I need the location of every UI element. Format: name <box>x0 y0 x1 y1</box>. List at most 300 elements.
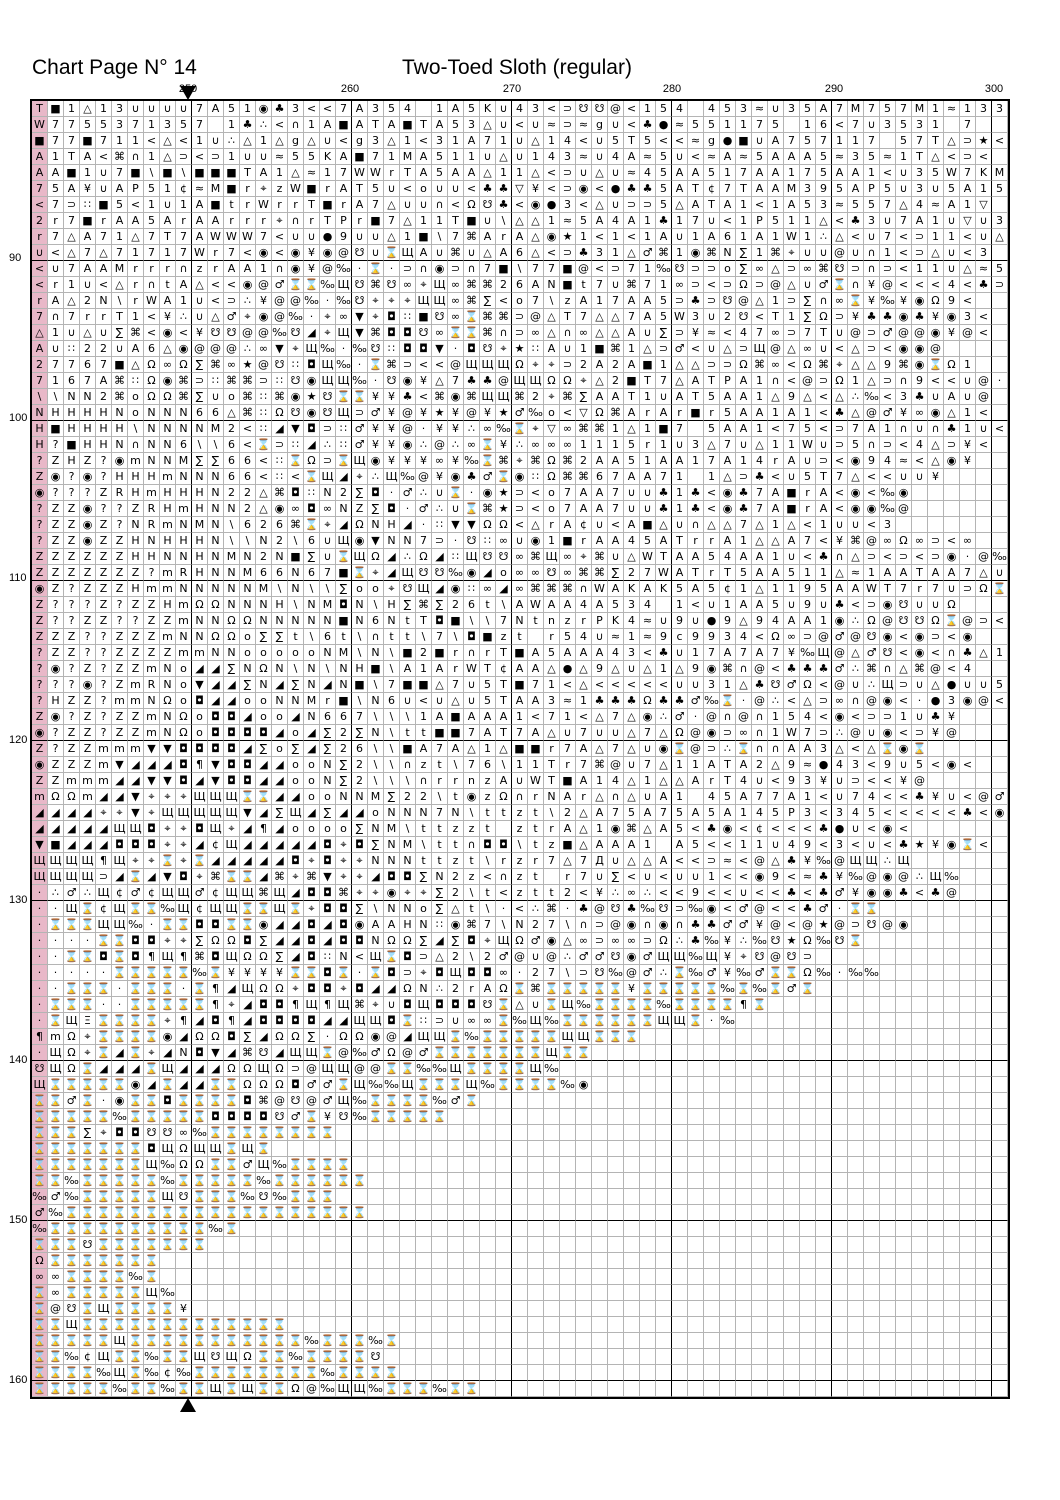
stitch-cell: △ <box>80 101 96 117</box>
stitch-cell: · <box>144 917 160 933</box>
stitch-cell: ⊃ <box>960 149 976 165</box>
stitch-cell: ‰ <box>320 1365 336 1381</box>
stitch-cell: ◘ <box>112 1125 128 1141</box>
stitch-cell: Ω <box>736 277 752 293</box>
stitch-cell: ∑ <box>288 741 304 757</box>
stitch-cell: Ω <box>192 1157 208 1173</box>
stitch-cell: ¥ <box>816 773 832 789</box>
stitch-cell: ⌘ <box>240 389 256 405</box>
stitch-cell: ♣ <box>896 837 912 853</box>
stitch-cell: 1 <box>608 229 624 245</box>
stitch-cell: < <box>768 885 784 901</box>
stitch-cell: ∴ <box>720 741 736 757</box>
stitch-cell: @ <box>320 261 336 277</box>
stitch-cell: Щ <box>336 533 352 549</box>
stitch-cell: · <box>304 309 320 325</box>
row-label-90: 90 <box>9 252 21 264</box>
stitch-cell: ∩ <box>560 325 576 341</box>
stitch-cell: Щ <box>224 901 240 917</box>
stitch-cell: ▼ <box>32 837 48 853</box>
stitch-cell: t <box>496 805 512 821</box>
stitch-cell: @ <box>912 325 928 341</box>
stitch-cell: ⌖ <box>304 853 320 869</box>
stitch-cell: 7 <box>80 245 96 261</box>
stitch-cell: · <box>384 261 400 277</box>
stitch-cell: Z <box>96 597 112 613</box>
stitch-cell: ¶ <box>736 997 752 1013</box>
stitch-cell: ◘ <box>320 965 336 981</box>
stitch-cell: N <box>288 581 304 597</box>
stitch-cell: ◘ <box>304 885 320 901</box>
stitch-cell: ⌖ <box>160 821 176 837</box>
stitch-cell <box>992 389 1008 405</box>
stitch-cell: 3 <box>560 149 576 165</box>
stitch-cell: 3 <box>736 101 752 117</box>
stitch-cell: ⌛ <box>96 1317 112 1333</box>
stitch-cell: A <box>688 549 704 565</box>
stitch-cell: ◘ <box>400 949 416 965</box>
stitch-cell: \ <box>384 645 400 661</box>
stitch-cell: · <box>992 373 1008 389</box>
stitch-cell: Щ <box>816 645 832 661</box>
stitch-cell: ‰ <box>512 1013 528 1029</box>
stitch-cell: · <box>96 965 112 981</box>
stitch-cell: ⊃ <box>688 277 704 293</box>
stitch-cell: A <box>592 501 608 517</box>
stitch-cell: ? <box>64 709 80 725</box>
stitch-cell: < <box>96 149 112 165</box>
stitch-cell: ∪ <box>896 181 912 197</box>
stitch-cell: ◘ <box>144 821 160 837</box>
stitch-cell: 3 <box>784 101 800 117</box>
stitch-cell: ∷ <box>304 485 320 501</box>
stitch-cell: 7 <box>864 101 880 117</box>
stitch-cell: A <box>544 597 560 613</box>
stitch-cell: ♣ <box>736 501 752 517</box>
stitch-cell: ⌛ <box>304 1173 320 1189</box>
stitch-cell: ◘ <box>384 309 400 325</box>
stitch-cell: ⌖ <box>144 1045 160 1061</box>
stitch-cell: Z <box>48 645 64 661</box>
stitch-cell: ⌛ <box>384 245 400 261</box>
stitch-cell: 6 <box>304 565 320 581</box>
stitch-cell: < <box>992 693 1008 709</box>
stitch-cell: ⌛ <box>496 469 512 485</box>
stitch-cell: ≈ <box>704 325 720 341</box>
stitch-cell: m <box>176 501 192 517</box>
stitch-cell: ♂ <box>304 1077 320 1093</box>
stitch-cell: ? <box>48 725 64 741</box>
stitch-cell: A <box>576 773 592 789</box>
stitch-cell: ? <box>32 677 48 693</box>
stitch-cell: 7 <box>416 533 432 549</box>
stitch-cell: ◢ <box>432 549 448 565</box>
stitch-cell: ⊃ <box>704 293 720 309</box>
stitch-cell: ★ <box>432 405 448 421</box>
stitch-cell: < <box>96 277 112 293</box>
stitch-cell: ♣ <box>400 389 416 405</box>
stitch-cell: N <box>144 533 160 549</box>
stitch-cell: Ω <box>768 629 784 645</box>
stitch-cell: 5 <box>816 165 832 181</box>
stitch-cell: 5 <box>464 101 480 117</box>
stitch-cell: ∑ <box>336 773 352 789</box>
stitch-cell: ⌛ <box>336 1349 352 1365</box>
stitch-cell: ∞ <box>560 421 576 437</box>
stitch-cell: 1 <box>960 197 976 213</box>
stitch-cell: r <box>208 245 224 261</box>
stitch-cell: m <box>144 485 160 501</box>
stitch-cell: ¥ <box>960 453 976 469</box>
stitch-cell: 5 <box>672 805 688 821</box>
stitch-cell: 1 <box>544 133 560 149</box>
stitch-cell: A <box>576 645 592 661</box>
stitch-cell: ♣ <box>624 901 640 917</box>
stitch-cell: ■ <box>288 549 304 565</box>
stitch-cell: \ <box>240 533 256 549</box>
stitch-cell: ∑ <box>320 741 336 757</box>
stitch-cell: ◢ <box>192 1061 208 1077</box>
stitch-cell: ⌛ <box>208 965 224 981</box>
stitch-cell: ⌘ <box>336 885 352 901</box>
stitch-cell: ⌛ <box>720 693 736 709</box>
stitch-cell: ■ <box>400 677 416 693</box>
stitch-cell: ⌛ <box>464 1093 480 1109</box>
stitch-cell: Щ <box>336 277 352 293</box>
stitch-cell: ■ <box>432 645 448 661</box>
stitch-cell: ◢ <box>240 821 256 837</box>
stitch-cell: N <box>400 853 416 869</box>
stitch-cell: ∑ <box>320 725 336 741</box>
stitch-cell: ⌘ <box>896 357 912 373</box>
stitch-cell: 1 <box>656 357 672 373</box>
stitch-cell: ? <box>48 613 64 629</box>
stitch-cell: t <box>480 821 496 837</box>
stitch-cell: ⌛ <box>240 1317 256 1333</box>
stitch-cell: ⌛ <box>672 997 688 1013</box>
stitch-cell: A <box>672 837 688 853</box>
stitch-cell: 7 <box>112 165 128 181</box>
stitch-cell: P <box>864 181 880 197</box>
stitch-cell: 9 <box>688 661 704 677</box>
stitch-cell: ∪ <box>928 389 944 405</box>
stitch-cell: Щ <box>656 949 672 965</box>
stitch-cell: ♣ <box>704 917 720 933</box>
stitch-cell: ⌛ <box>128 1365 144 1381</box>
stitch-cell: ‰ <box>800 645 816 661</box>
stitch-cell: A <box>32 165 48 181</box>
stitch-cell: 1 <box>800 229 816 245</box>
stitch-cell: ∩ <box>128 149 144 165</box>
stitch-cell: ∷ <box>256 405 272 421</box>
stitch-cell: A <box>672 549 688 565</box>
stitch-cell: ∑ <box>416 869 432 885</box>
stitch-cell: ∷ <box>336 421 352 437</box>
stitch-cell: ♂ <box>288 1109 304 1125</box>
stitch-cell: Щ <box>240 1141 256 1157</box>
stitch-cell: ◢ <box>384 981 400 997</box>
stitch-cell: 1 <box>736 837 752 853</box>
stitch-cell: 2 <box>560 885 576 901</box>
stitch-cell: < <box>496 293 512 309</box>
stitch-cell: ≈ <box>640 149 656 165</box>
stitch-cell: ∑ <box>192 453 208 469</box>
stitch-cell: ¶ <box>320 997 336 1013</box>
stitch-cell: ∑ <box>576 389 592 405</box>
stitch-cell: ♣ <box>688 293 704 309</box>
stitch-cell: ‰ <box>608 965 624 981</box>
stitch-cell: Щ <box>432 293 448 309</box>
stitch-cell: ∩ <box>752 709 768 725</box>
stitch-cell: A <box>784 533 800 549</box>
stitch-cell: r <box>496 229 512 245</box>
stitch-cell: ∪ <box>864 837 880 853</box>
stitch-cell: 7 <box>48 197 64 213</box>
stitch-cell: ⊃ <box>320 421 336 437</box>
stitch-cell: A <box>784 405 800 421</box>
stitch-cell: ∞ <box>912 533 928 549</box>
stitch-cell: 1 <box>896 149 912 165</box>
stitch-cell: N <box>368 693 384 709</box>
stitch-cell: N <box>112 437 128 453</box>
stitch-cell: < <box>656 133 672 149</box>
stitch-cell: ¢ <box>720 581 736 597</box>
stitch-cell: ♣ <box>784 661 800 677</box>
stitch-cell: ♂ <box>864 645 880 661</box>
stitch-cell <box>992 245 1008 261</box>
stitch-cell: ∑ <box>256 629 272 645</box>
stitch-cell: 3 <box>112 101 128 117</box>
stitch-cell: N <box>192 629 208 645</box>
stitch-cell: ∞ <box>160 357 176 373</box>
stitch-cell: ⌛ <box>304 1205 320 1221</box>
stitch-cell: ◉ <box>528 533 544 549</box>
stitch-cell: 1 <box>512 757 528 773</box>
stitch-cell: < <box>864 485 880 501</box>
stitch-cell: ⌘ <box>816 357 832 373</box>
stitch-cell: ∪ <box>176 101 192 117</box>
stitch-cell: 5 <box>880 181 896 197</box>
stitch-cell: ◢ <box>208 661 224 677</box>
stitch-cell: ⌛ <box>64 1269 80 1285</box>
stitch-cell: ∴ <box>432 981 448 997</box>
stitch-cell: ⌛ <box>112 1157 128 1173</box>
stitch-cell: ∑ <box>336 581 352 597</box>
stitch-cell: t <box>384 629 400 645</box>
stitch-cell: ¥ <box>784 645 800 661</box>
stitch-cell: R <box>112 485 128 501</box>
stitch-cell: ≈ <box>880 149 896 165</box>
stitch-cell: ⌛ <box>624 1013 640 1029</box>
stitch-cell: Ω <box>144 373 160 389</box>
stitch-cell: 7 <box>336 101 352 117</box>
stitch-cell: m <box>160 517 176 533</box>
stitch-cell: ? <box>80 629 96 645</box>
stitch-cell: 2 <box>576 357 592 373</box>
stitch-cell: · <box>560 901 576 917</box>
stitch-cell: ⌛ <box>992 581 1008 597</box>
stitch-cell: \ <box>384 773 400 789</box>
stitch-cell: △ <box>512 213 528 229</box>
stitch-cell: A <box>784 453 800 469</box>
stitch-cell: ‰ <box>656 261 672 277</box>
stitch-cell: < <box>784 357 800 373</box>
stitch-cell: △ <box>656 725 672 741</box>
stitch-cell: 1 <box>800 117 816 133</box>
stitch-cell: ⌖ <box>288 981 304 997</box>
stitch-cell: △ <box>432 677 448 693</box>
stitch-cell: ∪ <box>160 197 176 213</box>
stitch-cell: △ <box>672 197 688 213</box>
stitch-cell: ? <box>32 517 48 533</box>
stitch-cell: ⌛ <box>672 981 688 997</box>
stitch-cell: Ω <box>272 1077 288 1093</box>
stitch-cell: ⌛ <box>608 1029 624 1045</box>
stitch-cell <box>992 405 1008 421</box>
stitch-cell: 1 <box>272 165 288 181</box>
stitch-cell: ■ <box>624 373 640 389</box>
stitch-cell: △ <box>704 437 720 453</box>
stitch-cell: @ <box>880 277 896 293</box>
stitch-cell: ‰ <box>720 981 736 997</box>
stitch-cell: △ <box>688 357 704 373</box>
stitch-cell: 7 <box>352 709 368 725</box>
stitch-cell: ‰ <box>544 1061 560 1077</box>
stitch-cell: ∷ <box>528 341 544 357</box>
stitch-cell: ◘ <box>304 981 320 997</box>
stitch-cell: ◘ <box>240 725 256 741</box>
stitch-cell: 1 <box>672 597 688 613</box>
stitch-cell <box>992 149 1008 165</box>
stitch-cell: H <box>128 549 144 565</box>
stitch-cell: ☋ <box>864 917 880 933</box>
stitch-cell: ∪ <box>848 517 864 533</box>
stitch-cell: ☋ <box>384 277 400 293</box>
stitch-cell: ◢ <box>368 981 384 997</box>
stitch-cell: ▼ <box>144 741 160 757</box>
stitch-cell: ∞ <box>576 325 592 341</box>
stitch-cell: ¶ <box>176 1013 192 1029</box>
stitch-cell: 5 <box>848 197 864 213</box>
stitch-cell: ∪ <box>416 197 432 213</box>
stitch-cell: A <box>224 261 240 277</box>
stitch-cell: ♣ <box>752 469 768 485</box>
stitch-cell: ⌘ <box>272 389 288 405</box>
stitch-cell: ⌛ <box>32 1125 48 1141</box>
stitch-cell: ¥ <box>256 293 272 309</box>
stitch-cell: < <box>464 181 480 197</box>
stitch-cell: ¥ <box>400 453 416 469</box>
stitch-cell: N <box>176 629 192 645</box>
stitch-cell: o <box>272 709 288 725</box>
stitch-cell: A <box>848 165 864 181</box>
stitch-cell: Щ <box>368 1013 384 1029</box>
stitch-cell: ⌛ <box>144 1317 160 1333</box>
stitch-cell: ♂ <box>720 917 736 933</box>
stitch-cell: Ω <box>224 1061 240 1077</box>
stitch-cell: < <box>816 789 832 805</box>
stitch-cell: ∑ <box>192 389 208 405</box>
stitch-cell: < <box>544 101 560 117</box>
column-label-300: 300 <box>985 83 1003 95</box>
stitch-cell: ¥ <box>528 181 544 197</box>
stitch-cell: N <box>304 709 320 725</box>
stitch-cell: ◢ <box>32 821 48 837</box>
stitch-cell: ◢ <box>272 917 288 933</box>
stitch-cell: ■ <box>640 357 656 373</box>
stitch-cell: ⌛ <box>224 1141 240 1157</box>
stitch-cell: ☋ <box>736 309 752 325</box>
stitch-cell: N <box>160 549 176 565</box>
stitch-cell: 1 <box>48 149 64 165</box>
stitch-cell: ⊃ <box>432 533 448 549</box>
stitch-cell: @ <box>880 917 896 933</box>
stitch-cell: Щ <box>336 1093 352 1109</box>
stitch-cell: ∩ <box>880 661 896 677</box>
stitch-cell: t <box>432 757 448 773</box>
stitch-cell: ◘ <box>208 725 224 741</box>
stitch-cell: r <box>704 533 720 549</box>
stitch-cell: ◘ <box>320 981 336 997</box>
stitch-cell: ⌛ <box>208 1189 224 1205</box>
stitch-cell: < <box>512 117 528 133</box>
stitch-cell: 4 <box>800 709 816 725</box>
stitch-cell: ⌛ <box>80 917 96 933</box>
stitch-cell: 3 <box>864 213 880 229</box>
stitch-cell: 6 <box>224 453 240 469</box>
stitch-cell: ♣ <box>688 933 704 949</box>
stitch-cell: 1 <box>752 421 768 437</box>
stitch-cell: @ <box>928 341 944 357</box>
stitch-cell: T <box>688 565 704 581</box>
stitch-cell: 5 <box>96 117 112 133</box>
stitch-cell: ■ <box>336 613 352 629</box>
stitch-cell: Z <box>64 741 80 757</box>
stitch-cell: ⊃ <box>960 133 976 149</box>
stitch-cell: ⌛ <box>448 325 464 341</box>
stitch-cell: ∩ <box>576 581 592 597</box>
stitch-cell: ◘ <box>240 933 256 949</box>
stitch-cell: ⌘ <box>512 389 528 405</box>
stitch-cell: ⌘ <box>240 373 256 389</box>
stitch-cell: N <box>336 789 352 805</box>
stitch-cell: Ω <box>464 197 480 213</box>
stitch-cell: ⌛ <box>80 949 96 965</box>
stitch-cell: ⌛ <box>176 1381 192 1397</box>
stitch-cell: 5 <box>432 149 448 165</box>
stitch-cell: ▽ <box>512 181 528 197</box>
stitch-cell: ∑ <box>608 869 624 885</box>
stitch-cell: 1 <box>800 565 816 581</box>
stitch-cell: ◉ <box>848 501 864 517</box>
stitch-cell: < <box>544 181 560 197</box>
stitch-cell: ∩ <box>144 277 160 293</box>
stitch-cell: ☋ <box>784 949 800 965</box>
stitch-cell: ⌘ <box>112 373 128 389</box>
stitch-cell: H <box>128 485 144 501</box>
stitch-cell: ◉ <box>832 613 848 629</box>
stitch-cell: ∴ <box>528 901 544 917</box>
stitch-cell: 9 <box>880 357 896 373</box>
stitch-cell: ⌘ <box>208 357 224 373</box>
stitch-cell: ⌛ <box>336 549 352 565</box>
stitch-cell: 1 <box>768 725 784 741</box>
stitch-cell: ◉ <box>384 885 400 901</box>
stitch-cell: m <box>176 597 192 613</box>
stitch-cell: ⊃ <box>672 901 688 917</box>
stitch-cell: r <box>448 773 464 789</box>
stitch-cell: H <box>96 405 112 421</box>
